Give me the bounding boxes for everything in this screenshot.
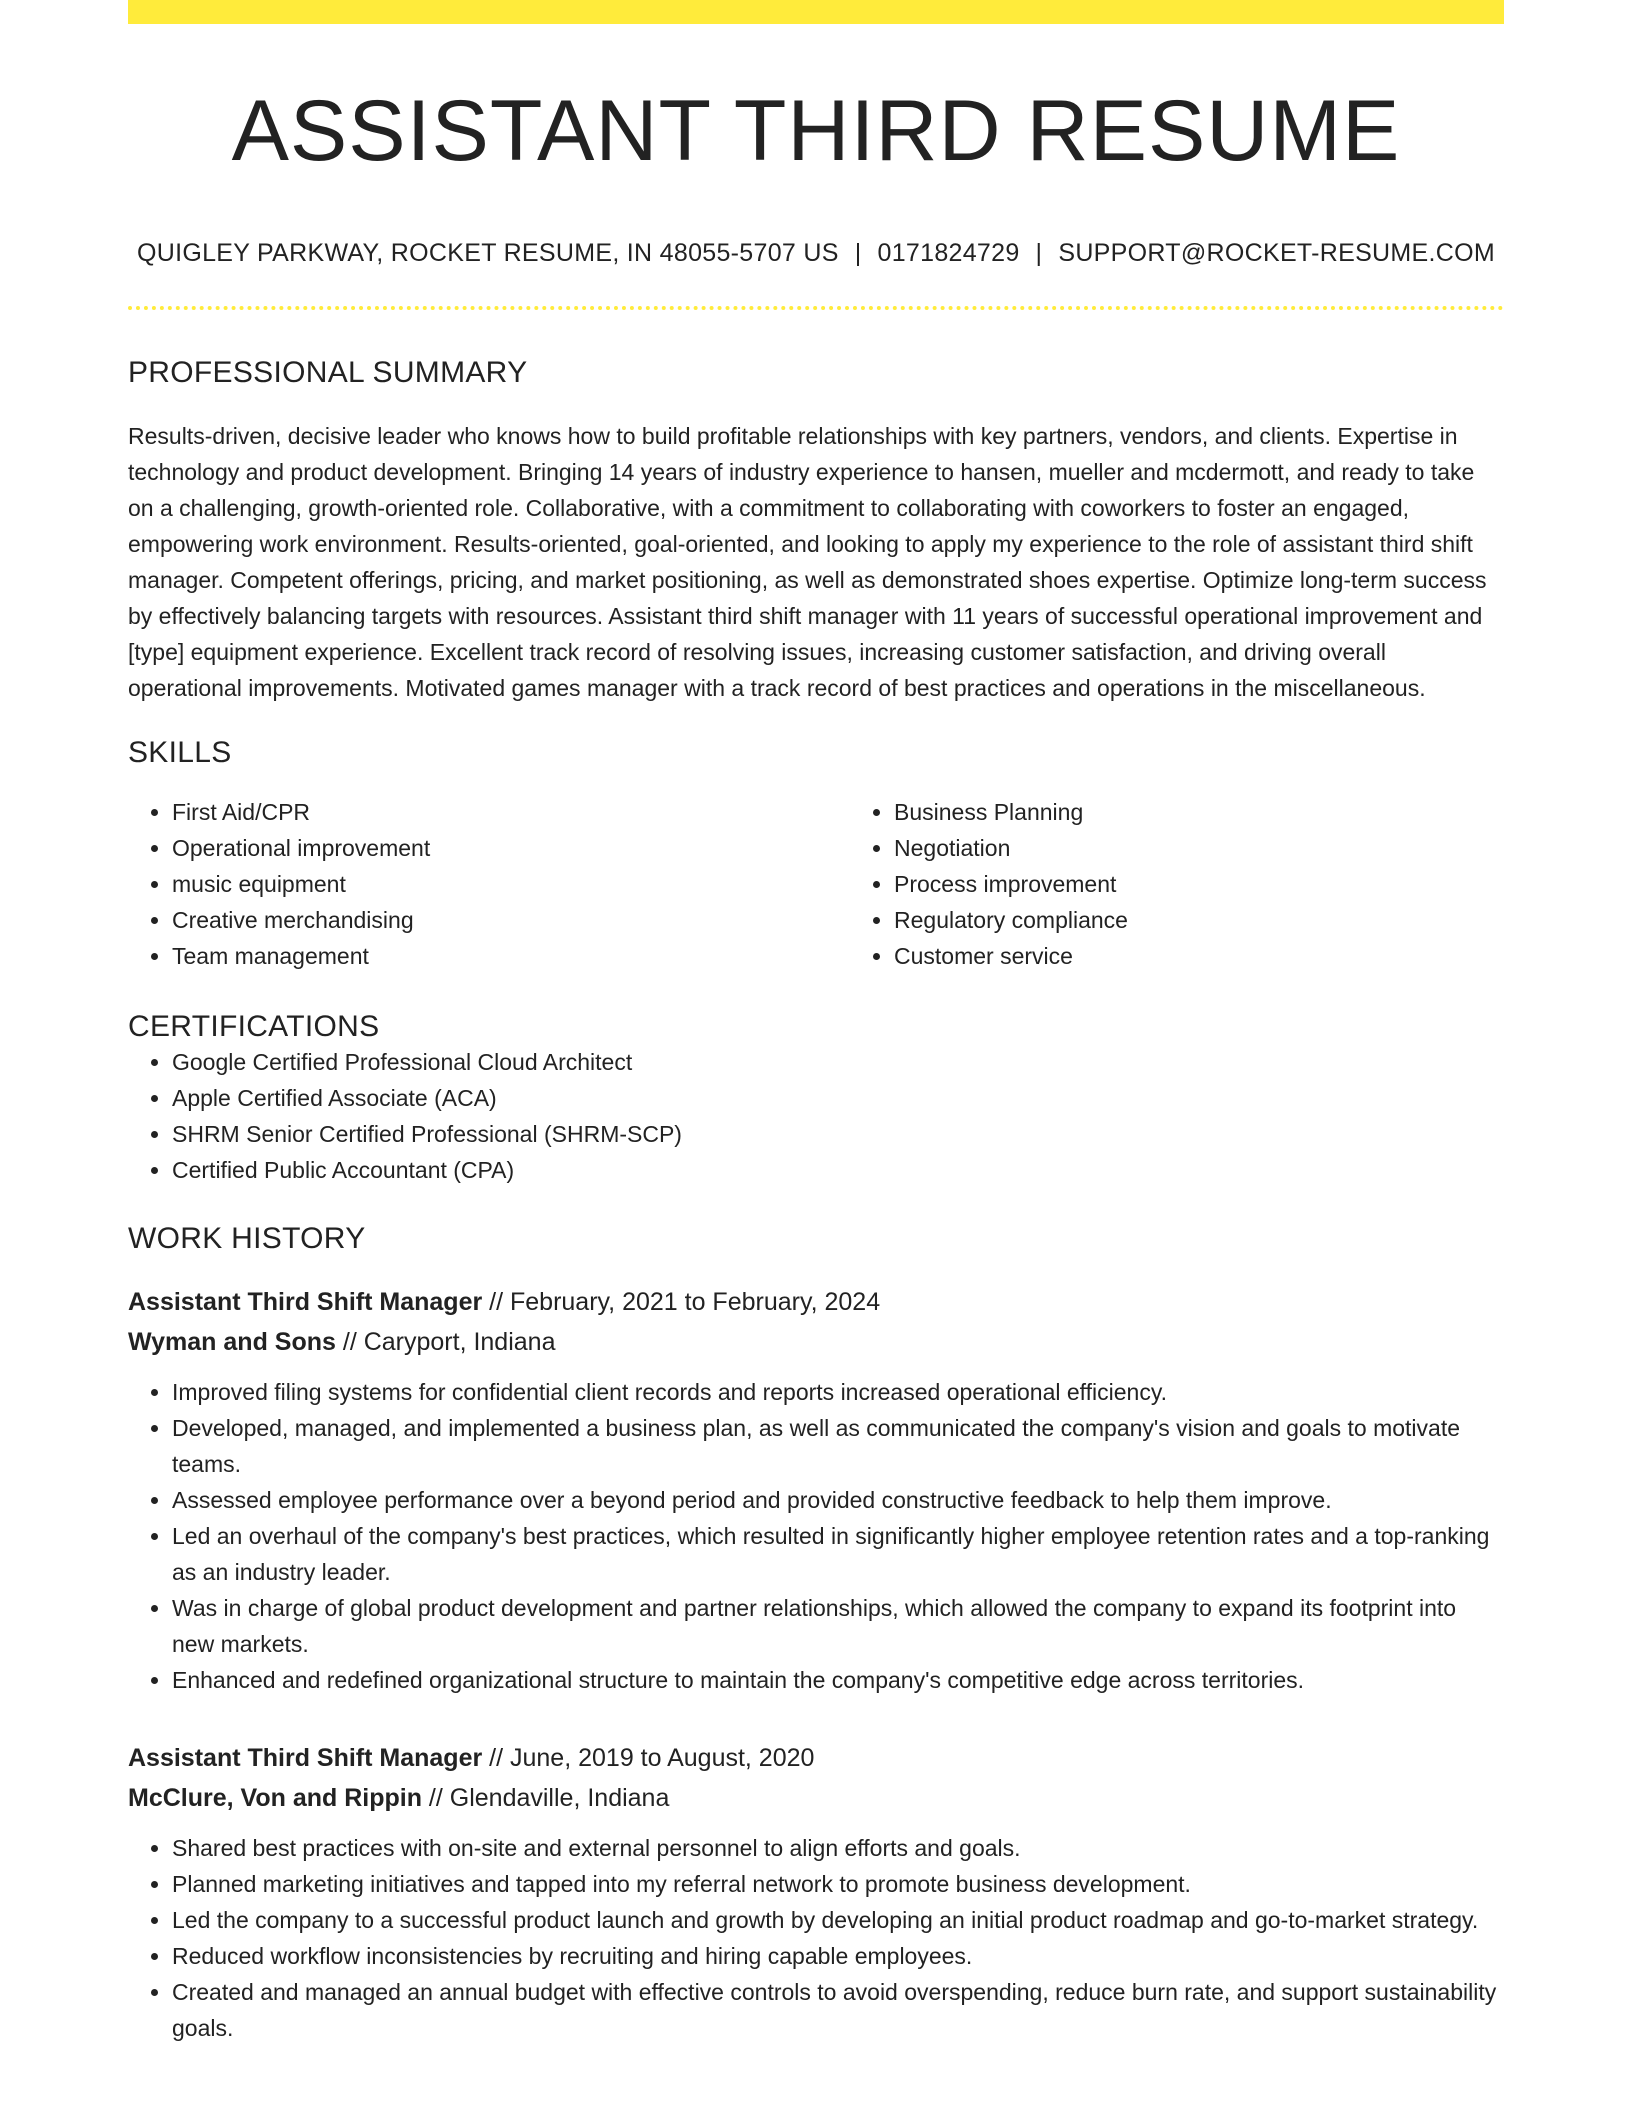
resume-page (128, 0, 1504, 2046)
contact-separator: | (854, 238, 862, 267)
resume-title: ASSISTANT THIRD RESUME (231, 83, 1401, 179)
certification-item: • Apple Certified Associate (ACA) (172, 1080, 1504, 1116)
job-location: // Caryport, Indiana (335, 1327, 556, 1356)
skill-item: • Negotiation (894, 830, 1572, 866)
summary-heading: PROFESSIONAL SUMMARY (128, 355, 528, 389)
contact-line (128, 239, 1504, 268)
contact-address: QUIGLEY PARKWAY, ROCKET RESUME, IN 48055-5707 US (137, 238, 839, 267)
job-bullet: • Enhanced and redefined organizational structure to maintain the company's competitive edge across territories. (172, 1662, 1504, 1698)
certifications-list (128, 1044, 1504, 1188)
job-company: McClure, Von and Rippin (128, 1783, 422, 1812)
job-location: // Glendaville, Indiana (421, 1783, 670, 1812)
skill-item: • Creative merchandising (172, 902, 850, 938)
skills-heading: SKILLS (128, 735, 232, 769)
certification-item: • SHRM Senior Certified Professional (SHRM-SCP) (172, 1116, 1504, 1152)
job-bullet: • Created and managed an annual budget with effective controls to avoid overspending, reduce burn rate, and support sustainability goals. (172, 1974, 1504, 2046)
job-bullet: • Improved filing systems for confidential client records and reports increased operational efficiency. (172, 1374, 1504, 1410)
job-entry (128, 1282, 1504, 1698)
skill-item: • Regulatory compliance (894, 902, 1572, 938)
job-bullets (128, 1830, 1504, 2046)
job-bullet: • Led an overhaul of the company's best practices, which resulted in significantly higher employee retention rates and a top-ranking as an industry leader. (172, 1518, 1504, 1590)
job-role-line (128, 1738, 1504, 1778)
job-bullet: • Assessed employee performance over a beyond period and provided constructive feedback to help them improve. (172, 1482, 1504, 1518)
summary-text: Results-driven, decisive leader who knows how to build profitable relationships with key partners, vendors, and clients. Expertise in technology and product development. Bringing 14 years of industry experience to hansen, mueller and mcdermott, and ready to take on a challenging, growth-oriented role. Collaborative, with a commitment to collaborating with coworkers to foster an engaged, empowering work environment. Results-oriented, goal-oriented, and looking to apply my experience to the role of assistant third shift manager. Competent offerings, pricing, and market positioning, as well as demonstrated shoes expertise. Optimize long-term success by effectively balancing targets with resources. Assistant third shift manager with 11 years of successful operational improvement and [type] equipment experience. Excellent track record of resolving issues, increasing customer satisfaction, and driving overall operational improvements. Motivated games manager with a track record of best practices and operations in the miscellaneous. (128, 422, 1487, 701)
skill-item: • First Aid/CPR (172, 794, 850, 830)
skills-columns (128, 794, 1504, 974)
job-role: Assistant Third Shift Manager (128, 1743, 483, 1772)
job-bullet: • Was in charge of global product development and partner relationships, which allowed the company to expand its footprint into new markets. (172, 1590, 1504, 1662)
certification-item: • Certified Public Accountant (CPA) (172, 1152, 1504, 1188)
certification-item: • Google Certified Professional Cloud Architect (172, 1044, 1504, 1080)
job-bullet: • Reduced workflow inconsistencies by recruiting and hiring capable employees. (172, 1938, 1504, 1974)
job-entry (128, 1738, 1504, 2046)
skill-item: • Business Planning (894, 794, 1572, 830)
job-role: Assistant Third Shift Manager (128, 1287, 483, 1316)
job-bullet: • Shared best practices with on-site and external personnel to align efforts and goals. (172, 1830, 1504, 1866)
job-bullet: • Developed, managed, and implemented a business plan, as well as communicated the company's vision and goals to motivate teams. (172, 1410, 1504, 1482)
job-dates: // February, 2021 to February, 2024 (482, 1287, 881, 1316)
job-dates: // June, 2019 to August, 2020 (482, 1743, 815, 1772)
skill-item: • Process improvement (894, 866, 1572, 902)
job-bullet: • Led the company to a successful product launch and growth by developing an initial product roadmap and go-to-market strategy. (172, 1902, 1504, 1938)
skills-list-right (850, 794, 1572, 974)
job-company: Wyman and Sons (128, 1327, 336, 1356)
job-company-line (128, 1778, 1504, 1818)
work-history-heading: WORK HISTORY (128, 1221, 366, 1255)
dotted-divider (128, 306, 1504, 310)
contact-separator: | (1035, 238, 1043, 267)
skill-item: • Team management (172, 938, 850, 974)
skill-item: • music equipment (172, 866, 850, 902)
job-company-line (128, 1322, 1504, 1362)
certifications-heading: CERTIFICATIONS (128, 1009, 380, 1043)
top-accent-bar (128, 0, 1504, 24)
contact-phone: 0171824729 (877, 238, 1020, 267)
skill-item: • Customer service (894, 938, 1572, 974)
job-bullet: • Planned marketing initiatives and tapped into my referral network to promote business development. (172, 1866, 1504, 1902)
skills-list-left (128, 794, 850, 974)
job-bullets (128, 1374, 1504, 1698)
job-role-line (128, 1282, 1504, 1322)
contact-email: SUPPORT@ROCKET-RESUME.COM (1058, 238, 1495, 267)
skill-item: • Operational improvement (172, 830, 850, 866)
